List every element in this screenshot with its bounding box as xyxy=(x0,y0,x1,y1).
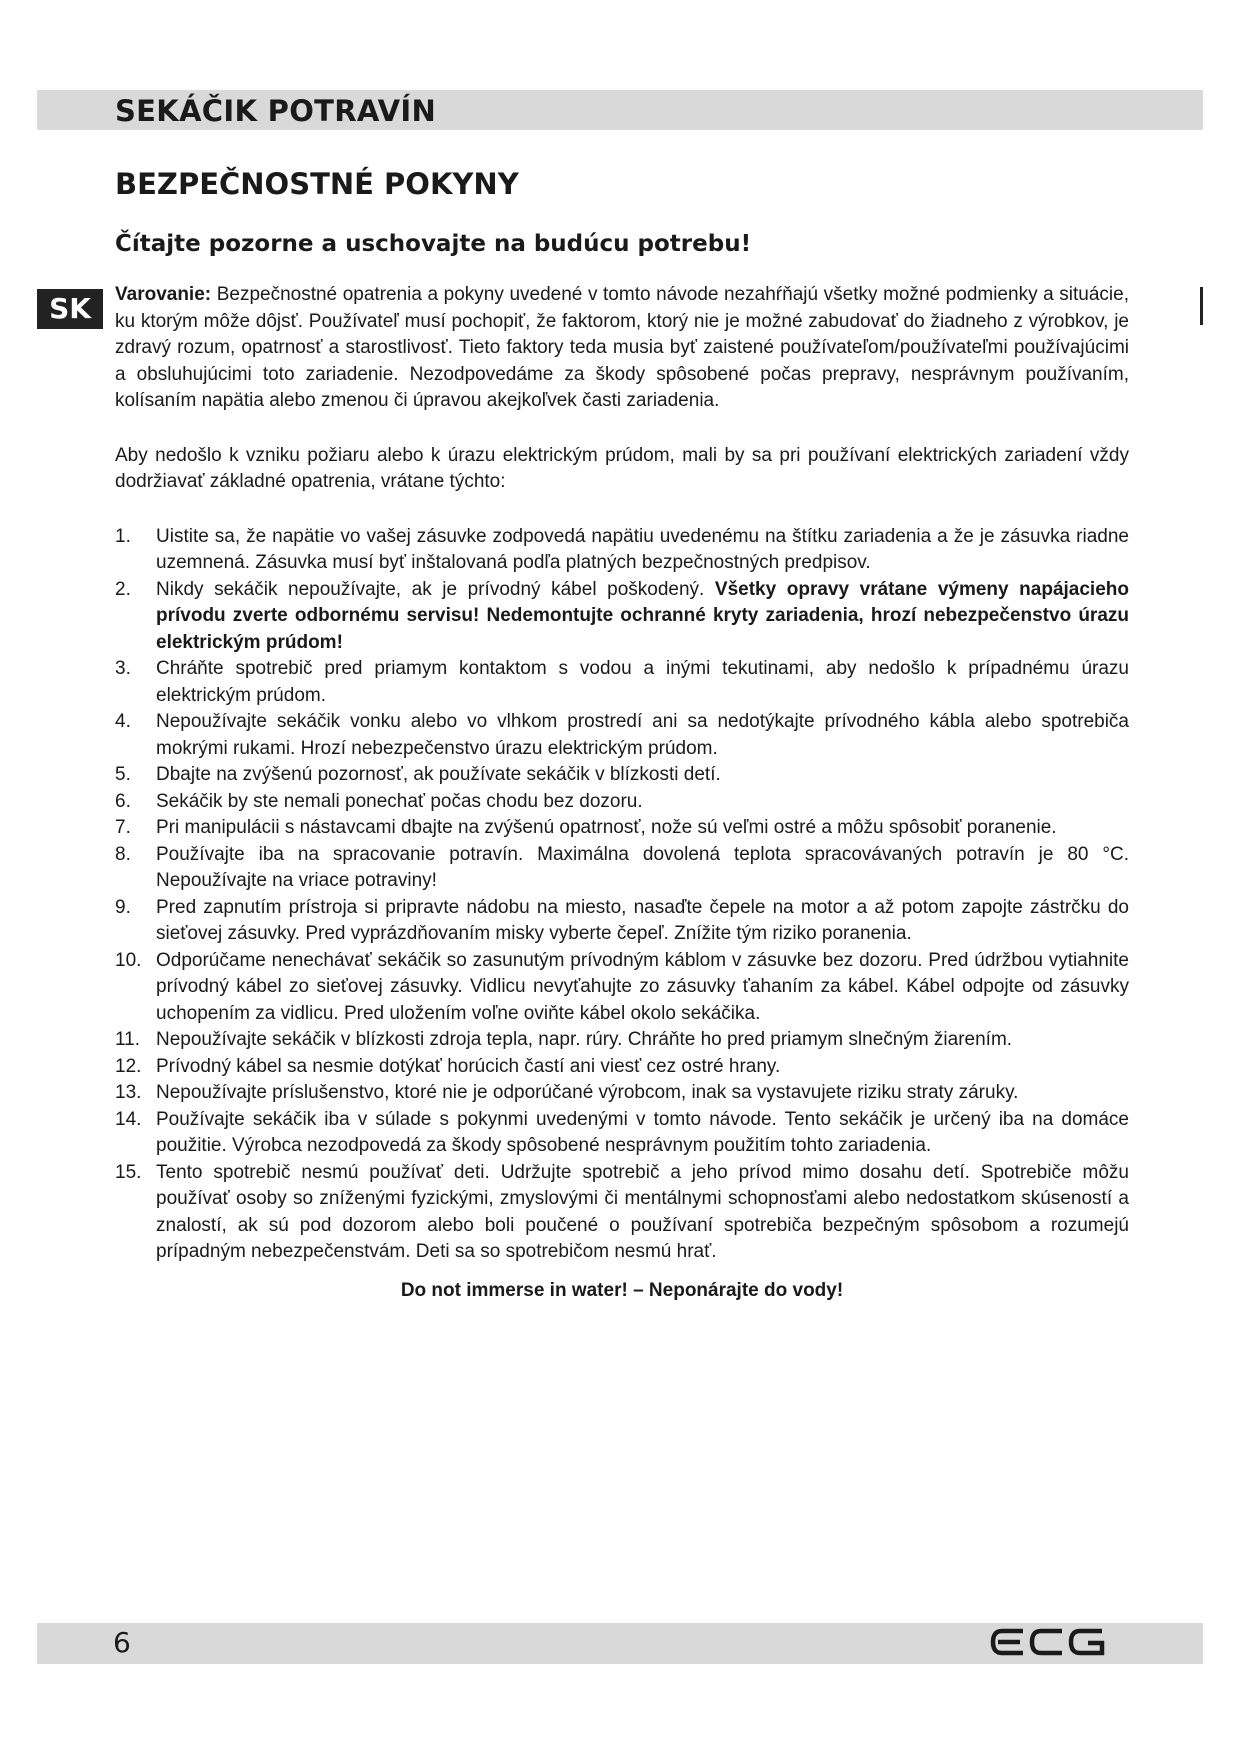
list-item-number: 6. xyxy=(115,790,131,812)
list-item-number: 4. xyxy=(115,711,131,732)
list-item-text: Dbajte na zvýšenú pozornosť, ak používate sekáčik v blízkosti detí. xyxy=(156,764,721,785)
page-number: 6 xyxy=(113,1626,131,1659)
list-item xyxy=(115,1080,1129,1107)
list-item-number: 8. xyxy=(115,843,131,865)
list-item-text: Sekáčik by ste nemali ponechať počas chodu bez dozoru. xyxy=(156,790,643,812)
list-item xyxy=(115,842,1129,895)
list-item-number: 3. xyxy=(115,658,131,679)
warning-label: Varovanie: xyxy=(115,284,212,305)
list-item-text: Prívodný kábel sa nesmie dotýkať horúcich častí ani viesť cez ostré hrany. xyxy=(156,1055,781,1077)
list-item-text: Používajte sekáčik iba v súlade s pokynmi uvedenými v tomto návode. Tento sekáčik je určený iba na domáce použitie. Výrobca nezodpovedá za škody spôsobené nesprávnym použitím tohto zariadenia. xyxy=(156,1108,1129,1156)
list-item xyxy=(115,1027,1129,1054)
list-item-text: Pred zapnutím prístroja si pripravte nádobu na miesto, nasaďte čepele na motor a až potom zapojte zástrčku do sieťovej zásuvky. Pred vyprázdňovaním misky vyberte čepeľ. Znížite tým riziko poranenia. xyxy=(156,896,1129,944)
list-item xyxy=(115,1107,1129,1160)
list-item xyxy=(115,577,1129,657)
list-item-number: 15. xyxy=(115,1161,142,1183)
list-item-bold-text: Všetky opravy vrátane výmeny napájacieho prívodu zverte odbornému servisu! Nedemontujte ochranné kryty zariadenia, hrozí nebezpečenstvo úrazu elektrickým prúdom! xyxy=(156,578,1129,653)
list-item xyxy=(115,895,1129,948)
document-body xyxy=(115,282,1129,1304)
list-item-text: Tento spotrebič nesmú používať deti. Udržujte spotrebič a jeho prívod mimo dosahu detí. Spotrebiče môžu používať osoby so zníženými fyzickými, zmyslovými či mentálnymi schopnosťami alebo nedostatkom skúseností a znalostí, ak sú pod dozorom alebo boli poučené o používaní spotrebiča bezpečným spôsobom a rozumejú prípadným nebezpečenstvám. Deti sa so spotrebičom nesmú hrať. xyxy=(156,1161,1129,1262)
section-title: BEZPEČNOSTNÉ POKYNY xyxy=(115,167,519,201)
list-item-text: Odporúčame nenechávať sekáčik so zasunutým prívodným káblom v zásuvke bez dozoru. Pred údržbou vytiahnite prívodný kábel zo sieťovej zásuvky. Vidlicu nevyťahujte zo zásuvky ťahaním za kábel. Kábel odpojte od zásuvky uchopením za vidlicu. Pred uložením voľne oviňte kábel okolo sekáčika. xyxy=(156,949,1129,1024)
list-item-text: Nepoužívajte príslušenstvo, ktoré nie je odporúčané výrobcom, inak sa vystavujete riziku straty záruky. xyxy=(156,1082,1019,1103)
list-item-text: Pri manipulácii s nástavcami dbajte na zvýšenú opatrnosť, nože sú veľmi ostré a môžu spôsobiť poranenie. xyxy=(156,817,1057,838)
list-item xyxy=(115,1160,1129,1266)
intro-paragraph: Aby nedošlo k vzniku požiaru alebo k úrazu elektrickým prúdom, mali by sa pri používaní elektrických zariadení vždy dodržiavať základné opatrenia, vrátane týchto: xyxy=(115,444,1129,492)
list-item-number: 9. xyxy=(115,896,131,918)
list-item xyxy=(115,948,1129,1028)
list-item-number: 11. xyxy=(115,1029,141,1050)
list-item xyxy=(115,789,1129,816)
edge-marker xyxy=(1200,287,1203,325)
safety-rules-list xyxy=(115,524,1129,1266)
list-item xyxy=(115,762,1129,789)
list-item-text: Nikdy sekáčik nepoužívajte, ak je prívodný kábel poškodený. xyxy=(156,578,705,600)
list-item-number: 13. xyxy=(115,1082,142,1103)
list-item xyxy=(115,524,1129,577)
list-item-text: Používajte iba na spracovanie potravín. Maximálna dovolená teplota spracovávaných potravín je 80 °C. Nepoužívajte na vriace potraviny! xyxy=(156,843,1129,891)
list-item xyxy=(115,709,1129,762)
list-item-text: Nepoužívajte sekáčik vonku alebo vo vlhkom prostredí ani sa nedotýkajte prívodného kábla alebo spotrebiča mokrými rukami. Hrozí nebezpečenstvo úrazu elektrickým prúdom. xyxy=(156,711,1129,759)
warning-text: Bezpečnostné opatrenia a pokyny uvedené v tomto návode nezahŕňajú všetky možné podmienky a situácie, ku ktorým môže dôjsť. Používateľ musí pochopiť, že faktorom, ktorý nie je možné zabudovať do žiadneho z výrobkov, je zdravý rozum, opatrnosť a starostlivosť. Tieto faktory teda musia byť zaistené používateľom/používateľmi používajúcimi a obsluhujúcimi toto zariadenie. Nezodpovedáme za škody spôsobené počas prepravy, nesprávnym používaním, kolísaním napätia alebo zmenou či úpravou akejkoľvek časti zariadenia. xyxy=(115,284,1129,411)
list-item-number: 7. xyxy=(115,817,131,838)
list-item-number: 2. xyxy=(115,578,131,600)
list-item-number: 1. xyxy=(115,525,131,547)
language-badge: SK xyxy=(37,289,103,329)
list-item-text: Chráňte spotrebič pred priamym kontaktom s vodou a inými tekutinami, aby nedošlo k prípadnému úrazu elektrickým prúdom. xyxy=(156,658,1129,706)
list-item xyxy=(115,815,1129,842)
list-item-number: 5. xyxy=(115,764,131,785)
list-item-text: Uistite sa, že napätie vo vašej zásuvke zodpovedá napätiu uvedenému na štítku zariadenia a že je zásuvka riadne uzemnená. Zásuvka musí byť inštalovaná podľa platných bezpečnostných predpisov. xyxy=(156,525,1129,573)
ecg-logo-icon xyxy=(990,1628,1106,1656)
section-subtitle: Čítajte pozorne a uschovajte na budúcu potrebu! xyxy=(115,231,752,257)
document-title: SEKÁČIK POTRAVÍN xyxy=(115,94,437,128)
closing-note: Do not immerse in water! – Neponárajte do vody! xyxy=(400,1279,844,1301)
list-item-number: 12. xyxy=(115,1055,142,1077)
list-item-number: 10. xyxy=(115,949,142,971)
list-item xyxy=(115,1054,1129,1081)
list-item xyxy=(115,656,1129,709)
warning-paragraph xyxy=(115,282,1129,415)
list-item-text: Nepoužívajte sekáčik v blízkosti zdroja tepla, napr. rúry. Chráňte ho pred priamym slnečným žiarením. xyxy=(156,1029,1013,1050)
list-item-number: 14. xyxy=(115,1108,142,1130)
